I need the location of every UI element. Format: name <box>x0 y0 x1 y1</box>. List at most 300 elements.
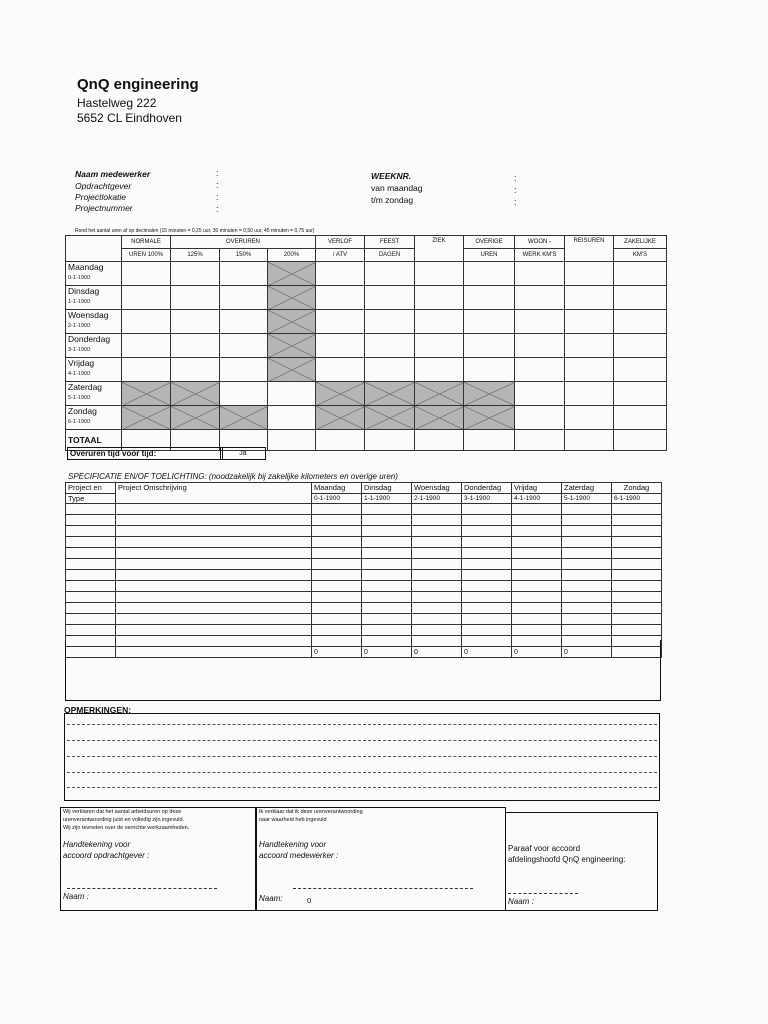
hours-cell[interactable] <box>565 310 614 334</box>
hours-cell[interactable] <box>220 334 268 358</box>
spec-cell[interactable] <box>116 614 312 625</box>
signature-medewerker <box>256 807 506 911</box>
hours-cell[interactable] <box>268 406 316 430</box>
spec-cell[interactable] <box>362 504 412 515</box>
spec-cell[interactable] <box>612 559 662 570</box>
spec-row <box>66 625 662 636</box>
spec-cell[interactable] <box>512 537 562 548</box>
header-ziek: ZIEK <box>415 236 464 262</box>
corner-cell <box>66 236 122 262</box>
day-label: Donderdag 3-1-1900 <box>66 334 122 358</box>
spec-cell[interactable] <box>412 548 462 559</box>
spec-cell[interactable] <box>66 515 116 526</box>
hours-cell[interactable] <box>171 262 220 286</box>
blocked-cell <box>220 406 268 430</box>
signature-opdrachtgever <box>60 807 256 911</box>
hours-cell[interactable] <box>614 286 667 310</box>
spec-cell[interactable] <box>612 504 662 515</box>
spec-cell[interactable] <box>512 515 562 526</box>
spec-row <box>66 603 662 614</box>
hours-cell[interactable] <box>415 310 464 334</box>
header-kms: KM'S <box>614 249 667 262</box>
blocked-cell <box>171 406 220 430</box>
hours-cell[interactable] <box>268 382 316 406</box>
header-atv: / ATV <box>316 249 365 262</box>
header-150: 150% <box>220 249 268 262</box>
spec-cell[interactable] <box>116 559 312 570</box>
colon: : <box>514 185 517 195</box>
label-weeknr: WEEKNR. <box>371 171 412 181</box>
spec-row <box>66 559 662 570</box>
col-date: 4-1-1900 <box>512 494 562 504</box>
col-day: Zaterdag <box>562 483 612 494</box>
hours-cell[interactable] <box>365 334 415 358</box>
opmerkingen-label: OPMERKINGEN: <box>64 705 132 715</box>
colon: : <box>216 192 219 202</box>
paraaf-line[interactable] <box>508 893 578 894</box>
spec-cell[interactable] <box>562 548 612 559</box>
spec-cell[interactable] <box>462 592 512 603</box>
spec-cell[interactable] <box>116 526 312 537</box>
blocked-cell <box>268 286 316 310</box>
col-day: Woensdag <box>412 483 462 494</box>
spec-cell[interactable] <box>612 570 662 581</box>
spec-cell[interactable] <box>562 581 612 592</box>
spec-notes-area[interactable] <box>65 640 661 701</box>
overuren-value[interactable]: Ja <box>220 447 266 460</box>
spec-cell[interactable] <box>562 614 612 625</box>
header-200: 200% <box>268 249 316 262</box>
blocked-cell <box>464 382 515 406</box>
spec-cell[interactable] <box>612 537 662 548</box>
spec-total: 0 <box>362 647 412 658</box>
spec-cell[interactable] <box>66 537 116 548</box>
spec-cell[interactable] <box>612 614 662 625</box>
hours-cell[interactable] <box>464 262 515 286</box>
spec-cell[interactable] <box>562 603 612 614</box>
total-cell <box>316 430 365 451</box>
spec-row <box>66 526 662 537</box>
spec-cell[interactable] <box>116 603 312 614</box>
hours-cell[interactable] <box>614 406 667 430</box>
spec-cell[interactable] <box>116 504 312 515</box>
spec-cell[interactable] <box>462 548 512 559</box>
spec-cell[interactable] <box>562 559 612 570</box>
spec-cell[interactable] <box>116 592 312 603</box>
blocked-cell <box>268 262 316 286</box>
spec-cell[interactable] <box>312 548 362 559</box>
spec-total: 0 <box>462 647 512 658</box>
hours-cell[interactable] <box>365 286 415 310</box>
spec-cell[interactable] <box>362 592 412 603</box>
hours-cell[interactable] <box>515 382 565 406</box>
total-cell <box>268 430 316 451</box>
naam-label: Naam: <box>259 894 283 903</box>
blocked-cell <box>464 406 515 430</box>
spec-cell[interactable] <box>116 570 312 581</box>
spec-cell[interactable] <box>312 504 362 515</box>
header-uren100: UREN 100% <box>122 249 171 262</box>
hours-cell[interactable] <box>220 358 268 382</box>
spec-cell[interactable] <box>362 603 412 614</box>
spec-cell[interactable] <box>66 526 116 537</box>
spec-cell[interactable] <box>116 548 312 559</box>
hours-cell[interactable] <box>365 358 415 382</box>
blocked-cell <box>316 406 365 430</box>
spec-total: 0 <box>512 647 562 658</box>
hours-cell[interactable] <box>565 382 614 406</box>
total-cell <box>565 430 614 451</box>
spec-cell[interactable] <box>612 548 662 559</box>
hours-cell[interactable] <box>122 262 171 286</box>
signature-label: Handtekening voor accoord medewerker : <box>259 840 339 860</box>
opmerkingen-line <box>67 772 657 773</box>
spec-row <box>66 592 662 603</box>
hours-cell[interactable] <box>122 334 171 358</box>
colon: : <box>216 168 219 178</box>
spec-title: SPECIFICATIE EN/OF TOELICHTING: (noodzakelijk bij zakelijke kilometers en overige uren) <box>68 472 398 481</box>
col-day: Donderdag <box>462 483 512 494</box>
spec-cell[interactable] <box>462 537 512 548</box>
opmerkingen-line <box>67 756 657 757</box>
spec-cell[interactable] <box>66 592 116 603</box>
hours-cell[interactable] <box>614 382 667 406</box>
hours-cell[interactable] <box>565 406 614 430</box>
spec-cell[interactable] <box>512 614 562 625</box>
hours-cell[interactable] <box>565 286 614 310</box>
spec-cell[interactable] <box>412 581 462 592</box>
opmerkingen-line <box>67 740 657 741</box>
label-naam-medewerker: Naam medewerker <box>75 169 151 179</box>
spec-cell[interactable] <box>412 570 462 581</box>
hours-cell[interactable] <box>171 310 220 334</box>
spec-total: 0 <box>312 647 362 658</box>
col-day: Dinsdag <box>362 483 412 494</box>
hours-cell[interactable] <box>415 334 464 358</box>
spec-cell[interactable] <box>562 570 612 581</box>
total-cell <box>464 430 515 451</box>
spec-cell[interactable] <box>412 614 462 625</box>
hours-cell[interactable] <box>220 262 268 286</box>
opmerkingen-box[interactable] <box>64 713 660 801</box>
hours-cell[interactable] <box>515 334 565 358</box>
spec-row <box>66 504 662 515</box>
header-normale: NORMALE <box>122 236 171 249</box>
spec-cell[interactable] <box>66 570 116 581</box>
declaration-text: Ik verklaar dat ik deze urenverantwoording naar waarheid heb ingevuld <box>259 809 363 823</box>
spec-cell[interactable] <box>66 625 116 636</box>
hours-cell[interactable] <box>316 334 365 358</box>
hours-cell[interactable] <box>565 262 614 286</box>
blocked-cell <box>122 406 171 430</box>
hours-cell[interactable] <box>415 286 464 310</box>
spec-cell[interactable] <box>312 537 362 548</box>
hours-cell[interactable] <box>464 310 515 334</box>
spec-cell[interactable] <box>362 614 412 625</box>
spec-cell[interactable] <box>562 526 612 537</box>
spec-row <box>66 515 662 526</box>
spec-row <box>66 570 662 581</box>
spec-cell[interactable] <box>512 592 562 603</box>
header-werkkms: WERK KM'S <box>515 249 565 262</box>
spec-cell[interactable] <box>462 603 512 614</box>
hours-cell[interactable] <box>316 310 365 334</box>
hours-cell[interactable] <box>220 310 268 334</box>
spec-cell[interactable] <box>512 625 562 636</box>
hours-cell[interactable] <box>122 310 171 334</box>
blocked-cell <box>268 334 316 358</box>
opmerkingen-line <box>67 787 657 788</box>
spec-cell[interactable] <box>512 581 562 592</box>
spec-cell[interactable] <box>612 592 662 603</box>
spec-cell[interactable] <box>312 603 362 614</box>
spec-cell[interactable] <box>116 537 312 548</box>
totaal-label: TOTAAL <box>66 430 122 451</box>
day-label: Dinsdag 1-1-1900 <box>66 286 122 310</box>
colon: : <box>216 204 219 214</box>
spec-cell[interactable] <box>312 559 362 570</box>
col-date: 5-1-1900 <box>562 494 612 504</box>
blocked-cell <box>365 382 415 406</box>
hours-cell[interactable] <box>614 310 667 334</box>
header-overuren: OVERUREN <box>171 236 316 249</box>
spec-cell[interactable] <box>612 625 662 636</box>
spec-cell[interactable] <box>512 603 562 614</box>
spec-cell[interactable] <box>312 592 362 603</box>
hours-cell[interactable] <box>415 262 464 286</box>
signature-line[interactable] <box>67 888 217 889</box>
hours-cell[interactable] <box>614 358 667 382</box>
hours-cell[interactable] <box>171 286 220 310</box>
spec-total: 0 <box>562 647 612 658</box>
header-dagen: DAGEN <box>365 249 415 262</box>
hours-cell[interactable] <box>316 358 365 382</box>
declaration-text: Wij verklaren dat het aantal arbeidsuren op deze urenverantwoording juist en volledig zijn ingevuld. Wij zijn tevreden over de verrichte werkzaamheden. <box>63 809 190 831</box>
blocked-cell <box>122 382 171 406</box>
spec-cell[interactable] <box>362 537 412 548</box>
header-zakelijke: ZAKELIJKE <box>614 236 667 249</box>
spec-cell[interactable] <box>562 592 612 603</box>
spec-cell[interactable] <box>462 570 512 581</box>
hours-cell[interactable] <box>464 358 515 382</box>
spec-cell[interactable] <box>412 515 462 526</box>
hours-cell[interactable] <box>515 358 565 382</box>
header-overige: OVERIGE <box>464 236 515 249</box>
spec-cell[interactable] <box>66 614 116 625</box>
spec-cell[interactable] <box>462 559 512 570</box>
spec-cell[interactable] <box>66 504 116 515</box>
col-type: Type <box>66 494 116 504</box>
spec-cell[interactable] <box>412 526 462 537</box>
header-125: 125% <box>171 249 220 262</box>
blocked-cell <box>268 310 316 334</box>
spec-cell[interactable] <box>312 625 362 636</box>
spec-cell[interactable] <box>116 625 312 636</box>
overuren-label: Overuren tijd voor tijd: <box>67 447 223 460</box>
spec-cell[interactable] <box>412 625 462 636</box>
spec-cell[interactable] <box>462 526 512 537</box>
hours-cell[interactable] <box>365 310 415 334</box>
spec-row <box>66 548 662 559</box>
spec-cell[interactable] <box>66 559 116 570</box>
total-cell <box>415 430 464 451</box>
spec-cell[interactable] <box>312 526 362 537</box>
label-projectnummer: Projectnummer <box>75 203 133 213</box>
day-label: Zondag 6-1-1900 <box>66 406 122 430</box>
hours-cell[interactable] <box>614 262 667 286</box>
spec-cell[interactable] <box>462 515 512 526</box>
hours-cell[interactable] <box>316 262 365 286</box>
naam-value: 0 <box>307 896 312 905</box>
header-uren: UREN <box>464 249 515 262</box>
spec-table <box>65 482 662 658</box>
paraaf-label: Paraaf voor accoord afdelingshoofd QnQ engineering: <box>508 844 626 864</box>
blocked-cell <box>171 382 220 406</box>
company-name: QnQ engineering <box>77 76 199 93</box>
spec-row <box>66 581 662 592</box>
hours-cell[interactable] <box>515 262 565 286</box>
spec-total: 0 <box>412 647 462 658</box>
spec-cell[interactable] <box>612 603 662 614</box>
col-date: 3-1-1900 <box>462 494 512 504</box>
spec-cell[interactable] <box>412 592 462 603</box>
spec-cell[interactable] <box>562 537 612 548</box>
signature-line[interactable] <box>293 888 473 889</box>
spec-cell[interactable] <box>362 548 412 559</box>
day-label: Woensdag 2-1-1900 <box>66 310 122 334</box>
day-label: Zaterdag 5-1-1900 <box>66 382 122 406</box>
header-reisuren: REISUREN <box>565 236 614 262</box>
hours-cell[interactable] <box>171 358 220 382</box>
spec-cell[interactable] <box>312 614 362 625</box>
spec-row <box>66 614 662 625</box>
spec-cell[interactable] <box>562 515 612 526</box>
spec-cell[interactable] <box>462 614 512 625</box>
blocked-cell <box>415 382 464 406</box>
col-date: 2-1-1900 <box>412 494 462 504</box>
label-tm-zondag: t/m zondag <box>371 195 414 205</box>
rounding-note: Rond het aantal uren af op decimalen (15 minuten = 0,25 uur, 30 minuten = 0,50 uur, 45 minuten = 0,75 uur) <box>75 228 315 234</box>
spec-cell[interactable] <box>412 537 462 548</box>
hours-cell[interactable] <box>565 358 614 382</box>
col-day: Maandag <box>312 483 362 494</box>
hours-cell[interactable] <box>464 334 515 358</box>
header-feest: FEEST <box>365 236 415 249</box>
total-cell <box>515 430 565 451</box>
hours-cell[interactable] <box>515 406 565 430</box>
hours-cell[interactable] <box>614 334 667 358</box>
company-city: 5652 CL Eindhoven <box>77 111 182 125</box>
hours-cell[interactable] <box>464 286 515 310</box>
blocked-cell <box>365 406 415 430</box>
col-day: Zondag <box>612 483 662 494</box>
hours-cell[interactable] <box>515 310 565 334</box>
label-projectlokatie: Projectlokatie <box>75 192 127 202</box>
spec-cell[interactable] <box>462 504 512 515</box>
spec-cell[interactable] <box>512 526 562 537</box>
spec-cell[interactable] <box>66 581 116 592</box>
spec-cell[interactable] <box>116 581 312 592</box>
col-project: Project en <box>66 483 116 494</box>
spec-cell[interactable] <box>312 515 362 526</box>
paraaf-afdelingshoofd <box>505 812 658 911</box>
spec-cell[interactable] <box>412 559 462 570</box>
spec-cell[interactable] <box>562 625 612 636</box>
col-day: Vrijdag <box>512 483 562 494</box>
spec-cell[interactable] <box>512 548 562 559</box>
spec-cell[interactable] <box>312 570 362 581</box>
hours-cell[interactable] <box>415 358 464 382</box>
opmerkingen-line <box>67 724 657 725</box>
spec-cell[interactable] <box>312 581 362 592</box>
hours-cell[interactable] <box>316 286 365 310</box>
spec-cell[interactable] <box>612 581 662 592</box>
spec-cell[interactable] <box>462 581 512 592</box>
spec-cell[interactable] <box>362 581 412 592</box>
naam-label: Naam : <box>508 897 534 906</box>
blocked-cell <box>268 358 316 382</box>
blocked-cell <box>415 406 464 430</box>
hours-cell[interactable] <box>122 286 171 310</box>
spec-cell[interactable] <box>512 570 562 581</box>
colon: : <box>216 180 219 190</box>
colon: : <box>514 197 517 207</box>
day-label: Vrijdag 4-1-1900 <box>66 358 122 382</box>
total-cell <box>365 430 415 451</box>
naam-label: Naam : <box>63 892 89 901</box>
spec-cell[interactable] <box>462 625 512 636</box>
hours-cell[interactable] <box>171 334 220 358</box>
spec-cell[interactable] <box>362 515 412 526</box>
spec-cell[interactable] <box>512 504 562 515</box>
hours-cell[interactable] <box>365 262 415 286</box>
spec-cell[interactable] <box>362 625 412 636</box>
label-van-maandag: van maandag <box>371 183 423 193</box>
spec-cell[interactable] <box>562 504 612 515</box>
signature-label: Handtekening voor accoord opdrachtgever : <box>63 840 150 860</box>
col-date: 6-1-1900 <box>612 494 662 504</box>
blocked-cell <box>316 382 365 406</box>
col-date: 1-1-1900 <box>362 494 412 504</box>
spec-cell[interactable] <box>512 559 562 570</box>
col-description: Project Omschrijving <box>116 483 312 504</box>
day-label: Maandag 0-1-1900 <box>66 262 122 286</box>
label-opdrachtgever: Opdrachtgever <box>75 181 132 191</box>
company-street: Hastelweg 222 <box>77 96 157 110</box>
spec-cell[interactable] <box>412 603 462 614</box>
total-cell <box>614 430 667 451</box>
spec-cell[interactable] <box>362 570 412 581</box>
hours-cell[interactable] <box>515 286 565 310</box>
spec-cell[interactable] <box>66 548 116 559</box>
spec-cell[interactable] <box>66 603 116 614</box>
spec-cell[interactable] <box>612 515 662 526</box>
hours-cell[interactable] <box>220 382 268 406</box>
spec-row <box>66 537 662 548</box>
hours-cell[interactable] <box>220 286 268 310</box>
spec-cell[interactable] <box>116 515 312 526</box>
hours-cell[interactable] <box>122 358 171 382</box>
spec-cell[interactable] <box>362 559 412 570</box>
header-verlof: VERLOF <box>316 236 365 249</box>
spec-cell[interactable] <box>412 504 462 515</box>
hours-grid <box>65 235 667 451</box>
colon: : <box>514 173 517 183</box>
spec-cell[interactable] <box>612 526 662 537</box>
col-date: 0-1-1900 <box>312 494 362 504</box>
hours-cell[interactable] <box>565 334 614 358</box>
spec-cell[interactable] <box>362 526 412 537</box>
